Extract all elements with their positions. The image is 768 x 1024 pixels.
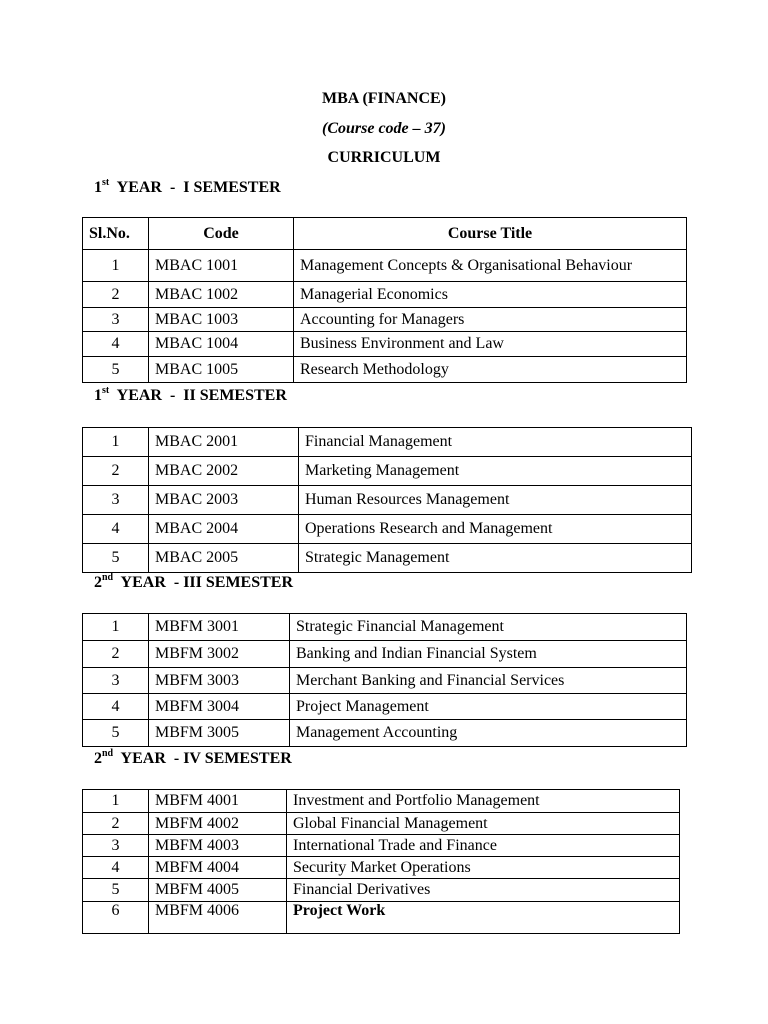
semester-table-2 — [82, 427, 692, 573]
table-row: 2 MBFM 4002 Global Financial Management — [83, 813, 680, 835]
table-header-row — [83, 218, 687, 250]
table-row: 5 MBAC 2005 Strategic Management — [83, 544, 692, 573]
semester-table-1 — [82, 217, 687, 383]
semester-heading-4: 2nd YEAR - IV SEMESTER — [94, 747, 292, 767]
table-row: 4 MBAC 1004 Business Environment and Law — [83, 332, 687, 357]
document-title: MBA (FINANCE) — [322, 90, 446, 107]
table-row: 2 MBFM 3002 Banking and Indian Financial System — [83, 641, 687, 668]
table-row: 1 MBAC 1001 Management Concepts & Organisational Behaviour — [83, 250, 687, 282]
table-row: 4 MBFM 4004 Security Market Operations — [83, 857, 680, 879]
course-code: (Course code – 37) — [322, 120, 446, 137]
table-row: 2 MBAC 2002 Marketing Management — [83, 457, 692, 486]
table-row: 1 MBAC 2001 Financial Management — [83, 428, 692, 457]
table-row: 2 MBAC 1002 Managerial Economics — [83, 282, 687, 308]
table-row: 5 MBFM 3005 Management Accounting — [83, 720, 687, 747]
header-code: Code — [149, 218, 294, 250]
table-row: 1 MBFM 3001 Strategic Financial Management — [83, 614, 687, 641]
table-row: 3 MBAC 2003 Human Resources Management — [83, 486, 692, 515]
table-row: 1 MBFM 4001 Investment and Portfolio Management — [83, 790, 680, 813]
semester-table-4 — [82, 789, 680, 934]
curriculum-heading: CURRICULUM — [327, 149, 441, 166]
semester-table-3 — [82, 613, 687, 747]
semester-heading-1: 1st YEAR - I SEMESTER — [94, 176, 281, 196]
table-row: 5 MBAC 1005 Research Methodology — [83, 357, 687, 383]
table-row: 3 MBFM 4003 International Trade and Finance — [83, 835, 680, 857]
table-row: 3 MBAC 1003 Accounting for Managers — [83, 308, 687, 332]
header-course-title: Course Title — [294, 218, 687, 250]
table-row: 6 MBFM 4006 Project Work — [83, 902, 680, 934]
table-row: 3 MBFM 3003 Merchant Banking and Financial Services — [83, 668, 687, 694]
semester-heading-2: 1st YEAR - II SEMESTER — [94, 384, 287, 404]
table-row: 4 MBAC 2004 Operations Research and Management — [83, 515, 692, 544]
header-slno: Sl.No. — [83, 218, 149, 250]
table-row: 4 MBFM 3004 Project Management — [83, 694, 687, 720]
table-row: 5 MBFM 4005 Financial Derivatives — [83, 879, 680, 902]
semester-heading-3: 2nd YEAR - III SEMESTER — [94, 571, 294, 591]
